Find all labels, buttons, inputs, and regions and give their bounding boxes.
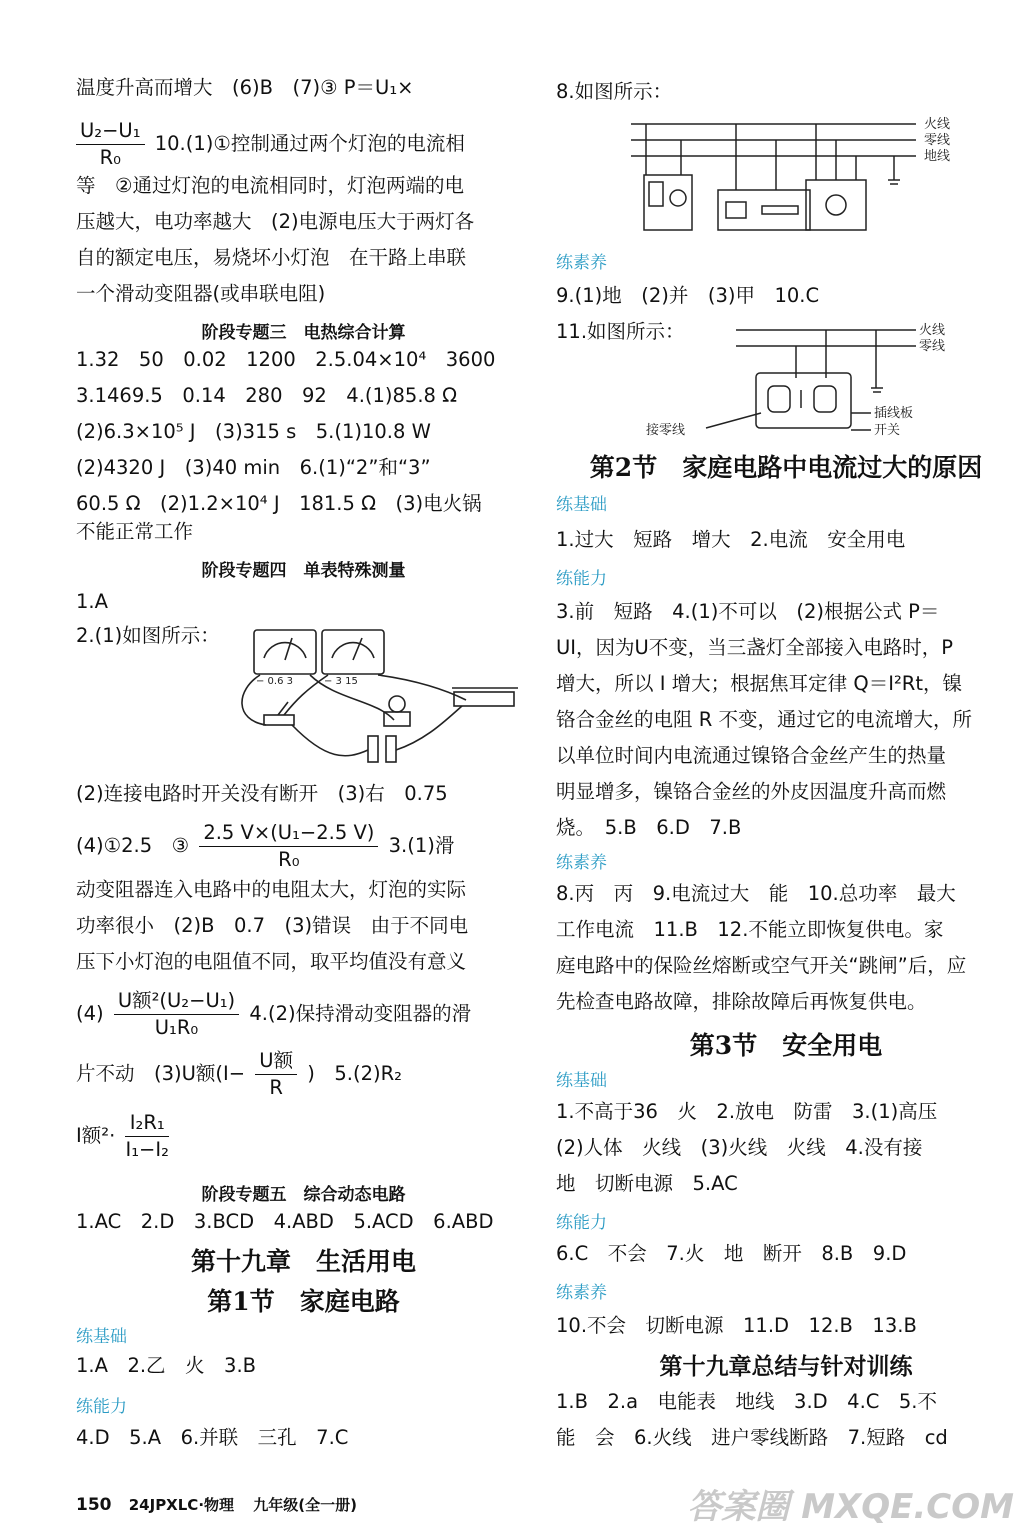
text-line: 10.不会 切断电源 11.D 12.B 13.B [556,1314,917,1337]
ammeter-scale [264,643,306,658]
page-number: 150 [76,1495,112,1515]
fraction: $\frac{\text{U额²(U₂−U₁)}}{\text{U₁R₀}}$ [114,988,239,1041]
text-line: I额²· $\frac{\text{I₂R₁}}{\text{I₁−I₂}}$ [76,1111,169,1161]
subsection-title: 阶段专题五 综合动态电路 [201,1185,406,1205]
text-line: 片不动 (3)U额(I− $\frac{\text{U额}}{R}$ ) 5.(2)R₂ [76,1049,402,1099]
fuse-box [718,190,810,230]
text-line: 6.C 不会 7.火 地 断开 8.B 9.D [556,1242,907,1265]
svg-text:火线: 火线 [919,323,946,338]
text-line: (4) $\frac{\text{U额²(U₂−U₁)}}{\text{U₁R₀}}$ 4.(2)保持滑动变阻器的滑 [76,989,472,1039]
text-line: 动变阻器连入电路中的电阻太大，灯泡的实际 [76,878,467,901]
fraction: $\frac{\text{U₂−U₁}}{\text{R₀}}$ [76,118,145,171]
exercise-label: 练能力 [556,569,607,589]
ammeter-body [254,630,316,674]
fraction: $\frac{\text{I₂R₁}}{\text{I₁−I₂}}$ [125,1111,169,1161]
text-line: 2.(1)如图所示： [76,624,220,647]
text-line: 明显增多，镍铬合金丝的外皮因温度升高而燃 [556,780,947,803]
text-line: 地 切断电源 5.AC [556,1172,738,1195]
fraction: $\frac{\text{U额}}{R}$ [255,1048,297,1101]
text-line: (2)6.3×10⁵ J (3)315 s 5.(1)10.8 W [76,420,431,443]
exercise-label: 练基础 [556,495,607,515]
text-line: 不能正常工作 [76,520,194,543]
household-circuit-diagram [626,110,956,240]
text-line: 以单位时间内电流通过镍铬合金丝产生的热量 [556,744,947,767]
text-line: 1.32 50 0.02 1200 2.5.04×10⁴ 3600 [76,348,496,371]
text-line: 先检查电路故障，排除故障后再恢复供电。 [556,990,927,1013]
text-line: UI，因为U不变，当三盏灯全部接入电路时，P [556,636,954,659]
text-line: 3.1469.5 0.14 280 92 4.(1)85.8 Ω [76,384,458,407]
text-line: 9.(1)地 (2)并 (3)甲 10.C [556,284,820,307]
chapter-title: 第十九章 生活用电 [190,1247,416,1276]
text-line: 工作电流 11.B 12.不能立即恢复供电。家 [556,918,944,941]
text-line: 温度升高而增大 (6)B (7)③ P＝U₁× [76,76,414,99]
battery [386,736,396,762]
lamp-bulb [389,696,405,712]
section-title: 第2节 家庭电路中电流过大的原因 [589,453,983,482]
text-line: 1.过大 短路 增大 2.电流 安全用电 [556,528,906,551]
text-line: (2)4320 J (3)40 min 6.(1)“2”和“3” [76,456,431,479]
summary-title: 第十九章总结与针对训练 [659,1353,913,1380]
ammeter-terminals: − 0.6 3 [256,676,294,687]
text-line: 1.AC 2.D 3.BCD 4.ABD 5.ACD 6.ABD [76,1210,494,1233]
text-line: 功率很小 (2)B 0.7 (3)错误 由于不同电 [76,914,469,937]
text-line: 60.5 Ω (2)1.2×10⁴ J 181.5 Ω (3)电火锅 [76,492,482,515]
exercise-label: 练素养 [556,253,607,273]
voltmeter-scale [332,643,374,658]
text-line: 庭电路中的保险丝熔断或空气开关“跳闸”后，应 [556,954,967,977]
svg-text:零线: 零线 [924,133,951,148]
text-line: 1.B 2.a 电能表 地线 3.D 4.C 5.不 [556,1390,937,1413]
text-line: 4.D 5.A 6.并联 三孔 7.C [76,1426,349,1449]
text-line: 铬合金丝的电阻 R 不变，通过它的电流增大，所 [556,708,972,731]
svg-text:地线: 地线 [924,149,951,164]
section-title: 第3节 安全用电 [689,1031,883,1060]
text-line: 3.前 短路 4.(1)不可以 (2)根据公式 P＝ [556,600,940,623]
watermark-logo: 答案圈 MXQE.COM [687,1487,1014,1527]
text-line: 8.丙 丙 9.电流过大 能 10.总功率 最大 [556,882,956,905]
svg-text:开关: 开关 [874,423,901,438]
three-hole-socket [806,180,866,230]
svg-text:接零线: 接零线 [646,423,686,438]
text-line: (2)人体 火线 (3)火线 火线 4.没有接 [556,1136,923,1159]
exercise-label: 练能力 [556,1213,607,1233]
fraction: $\frac{\text{2.5 V×(U₁−2.5 V)}}{\text{R₀}}$ [199,820,378,873]
svg-text:插线板: 插线板 [874,406,914,421]
subsection-title: 阶段专题三 电热综合计算 [201,323,406,343]
book-code: 24JPXLC·物理 [128,1496,235,1514]
exercise-label: 练基础 [556,1071,607,1091]
exercise-label: 练素养 [556,853,607,873]
text-line: 自的额定电压，易烧坏小灯泡 在干路上串联 [76,246,467,269]
text-line: 压越大，电功率越大 (2)电源电压大于两灯各 [76,210,475,233]
svg-text:火线: 火线 [924,117,951,132]
text-line: (4)①2.5 ③ $\frac{\text{2.5 V×(U₁−2.5 V)}}{\text{R₀}}$ 3.(1)滑 [76,821,455,871]
exercise-label: 练素养 [556,1283,607,1303]
text-line: 8.如图所示： [556,80,673,103]
subsection-title: 阶段专题四 单表特殊测量 [201,561,406,581]
battery [368,736,378,762]
switch [264,715,294,725]
svg-text:零线: 零线 [919,339,946,354]
text-line: 能 会 6.火线 进户零线断路 7.短路 cd [556,1426,948,1449]
grade-label: 九年级(全一册) [253,1496,357,1514]
text-line: 1.不高于36 火 2.放电 防雷 3.(1)高压 [556,1100,938,1123]
text-line: 压下小灯泡的电阻值不同，取平均值没有意义 [76,950,467,973]
page-footer [76,1494,357,1515]
text-line: 1.A [76,590,108,613]
voltmeter-body [322,630,384,674]
text-line: 一个滑动变阻器(或串联电阻) [76,282,326,305]
text-line: 1.A 2.乙 火 3.B [76,1354,257,1377]
text-line: $\frac{\text{U₂−U₁}}{\text{R₀}}$ 10.(1)①控制通过两个灯泡的电流相 [76,118,465,171]
switch [649,182,663,206]
text-line: 烧。 5.B 6.D 7.B [556,816,742,839]
power-strip-diagram [646,318,956,443]
circuit-diagram [226,620,526,770]
lamp-bulb [670,190,686,206]
exercise-label: 练基础 [76,1327,127,1347]
section-title: 第1节 家庭电路 [207,1287,400,1316]
text-line: 等 ②通过灯泡的电流相同时，灯泡两端的电 [76,174,464,197]
voltmeter-terminals: − 3 15 [324,676,358,687]
text-line: 11.如图所示： [556,320,685,343]
text-line: (2)连接电路时开关没有断开 (3)右 0.75 [76,782,448,805]
text-line: 增大，所以 I 增大；根据焦耳定律 Q＝I²Rt，镍 [556,672,962,695]
exercise-label: 练能力 [76,1397,127,1417]
